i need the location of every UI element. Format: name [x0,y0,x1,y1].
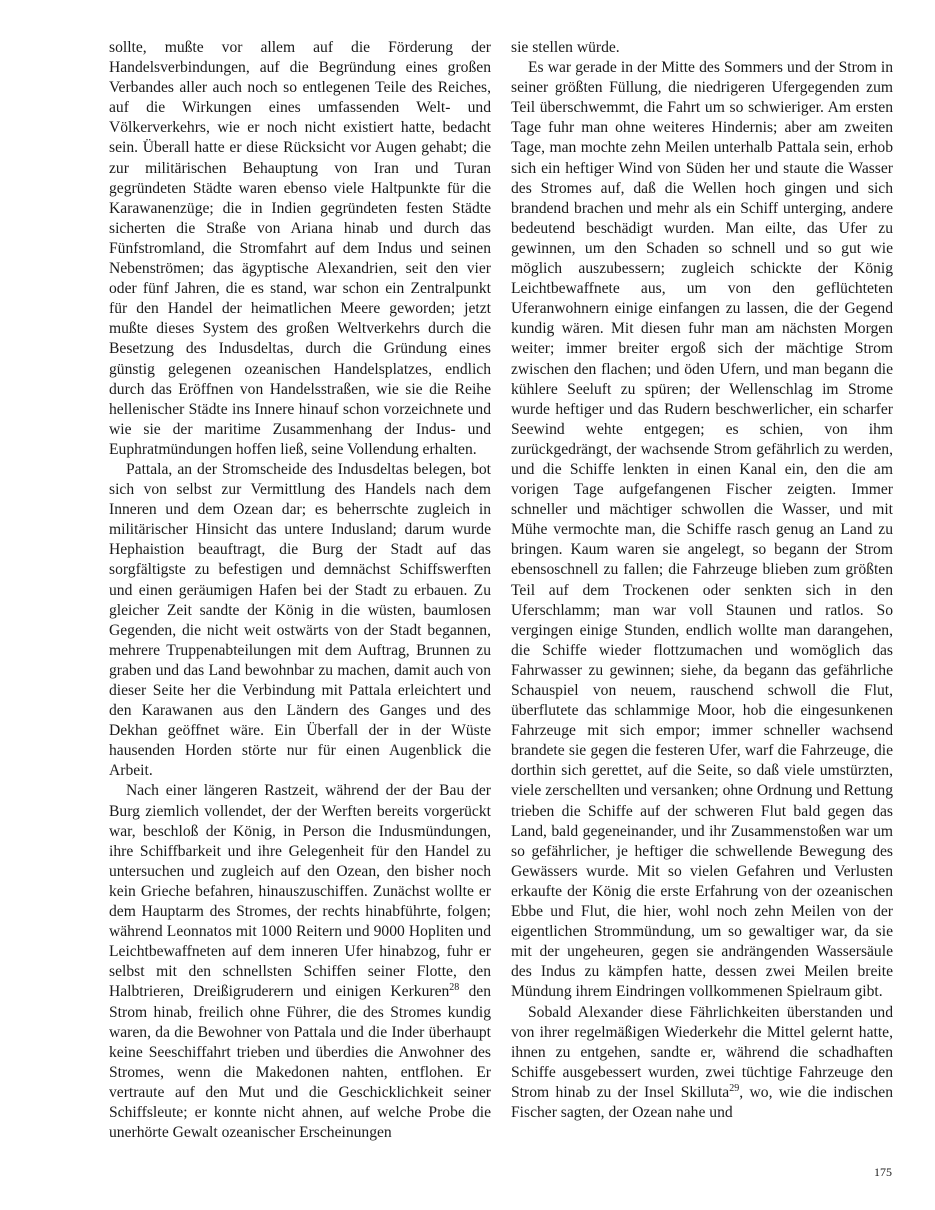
paragraph-text: , wo, wie die indischen Fischer sagten, der Ozean nahe und [511,1083,893,1121]
left-column [109,38,491,1148]
paragraph-text: Nach einer längeren Rastzeit, während der der Bau der Burg ziemlich vollendet, der der Werften bereits vorgerückt war, beschloß der König, in Person die Indusmündungen, ihre Schiffbarkeit und ihre Gelegenheit für den Handel zu untersuchen und zugleich auf den Ozean, den bisher noch kein Grieche befahren, hinauszuschiffen. Zunächst wollte er dem Hauptarm des Stromes, der rechts hinabführte, folgen; während Leonnatos mit 1000 Reitern und 9000 Hopliten und Leichtbewaffneten auf dem inneren Ufer hinabzog, fuhr er selbst mit den schnellsten Schiffen seiner Flotte, den Halbtrieren, Dreißigruderern und einigen Kerkuren [109,782,491,1001]
footnote-ref-28[interactable]: 28 [449,982,460,994]
paragraph [511,1003,893,1124]
paragraph: Pattala, an der Stromscheide des Indusdeltas belegen, bot sich von selbst zur Vermittlung des Handels nach dem Inneren und dem Ozean dar; es beherrschte zugleich in militärischer Hinsicht das untere Indusland; darum wurde Hephaistion beauftragt, die Burg der Stadt auf das sorgfältigste zu befestigen und demnächst Schiffswerften und einen geräumigen Hafen bei der Stadt zu erbauen. Zu gleicher Zeit sandte der König in die wüsten, baumlosen Gegenden, die nicht weit ostwärts von der Stadt begannen, mehrere Truppenabteilungen mit dem Auftrag, Brunnen zu graben und das Land bewohnbar zu machen, damit auch von dieser Seite her die Verbindung mit Pattala erleichtert und den Karawanen aus den Ländern des Ganges und des Dekhan geöffnet wäre. Ein Überfall der in der Wüste hausenden Horden störte nur für einen Augenblick die Arbeit. [109,460,491,780]
paragraph-text: den Strom hinab, freilich ohne Führer, die des Stromes kundig waren, da die Bewohner von Pattala und die Inder überhaupt keine Seeschiffahrt trieben und überdies die Anwohner des Stromes, wenn die Makedonen nahten, entflohen. Er vertraute auf den Mut und die Geschicklichkeit seiner Schiffsleute; er konnte nicht ahnen, auf welche Probe die unerhörte Gewalt ozeanischer Erscheinungen [109,983,492,1142]
book-page [109,38,893,1148]
paragraph: Es war gerade in der Mitte des Sommers und der Strom in seiner größten Füllung, die niedrigeren Ufergegenden zum Teil überschwemmt, die Fahrt um so schwieriger. Am ersten Tage fuhr man ohne weiteres Hindernis; aber am zweiten Tage, man mochte zehn Meilen unterhalb Pattala sein, erhob sich ein heftiger Wind von Süden her und staute die Wasser des Stromes auf, daß die Wellen hoch gingen und sich brandend brachen und mehr als ein Schiff unterging, andere bedeutend beschädigt wurden. Man eilte, das Ufer zu gewinnen, um den Schaden so schnell und so gut wie möglich auszubessern; zugleich schickte der König Leichtbewaffnete aus, um von den geflüchteten Uferanwohnern einige einfangen zu lassen, die der Gegend kundig wären. Mit diesen fuhr man am nächsten Morgen weiter; immer breiter ergoß sich der mächtige Strom zwischen den flachen; und öden Ufern, und man begann die kühlere Seeluft zu spüren; der Wellenschlag im Strome wurde heftiger und das Rudern beschwerlicher, ein scharfer Seewind wehte entgegen; es schien, von ihm zurückgedrängt, der wachsende Strom gefährlich zu werden, und die Schiffe lenkten in einen Kanal ein, den die am vorigen Tage aufgefangenen Fischer zeigten. Immer schneller und mächtiger schwollen die Wasser, und mit Mühe vermochte man, die Schiffe rasch genug an Land zu bringen. Kaum waren sie angelegt, so begann der Strom ebensoschnell zu fallen; die Fahrzeuge blieben zum größten Teil auf dem Trockenen oder senkten sich in den Uferschlamm; man war voll Staunen und ratlos. So vergingen einige Stunden, endlich wollte man darangehen, die Schiffe wieder flottzumachen und womöglich das Fahrwasser zu gewinnen; siehe, da begann das gefährliche Schauspiel von neuem, rauschend schwoll die Flut, überflutete das schlammige Moor, hob die eingesunkenen Fahrzeuge mit sich empor; immer schneller wachsend brandete sie gegen die festeren Ufer, warf die Fahrzeuge, die dorthin sich gerettet, auf die Seite, so daß viele umstürzten, viele zerschellten und versanken; ohne Ordnung und Rettung trieben die Schiffe auf der schweren Flut bald gegen das Land, bald gegeneinander, und ihr Zusammenstoßen war um so gefährlicher, je heftiger die schwellende Bewegung des Gewässers wurde. Mit so vielen Gefahren und Verlusten erkaufte der König die erste Erfahrung von der ozeanischen Ebbe und Flut, die hier, wohl noch zehn Meilen von der eigentlichen Strommündung, um so gewaltiger war, da sie mit der ungeheuren, gegen sie andrängenden Wassersäule des Indus zu kämpfen hatte, dessen zwei Meilen breite Mündung ihrem Eindringen vollkommenen Spielraum gibt. [511,59,893,1001]
right-column [511,38,893,1148]
paragraph: sie stellen würde. [511,39,620,56]
footnote-ref-29[interactable]: 29 [729,1082,740,1094]
paragraph [109,781,491,1143]
page-number: 175 [874,1165,892,1179]
paragraph: sollte, mußte vor allem auf die Förderung der Handelsverbindungen, auf die Begründung eines großen Verbandes aller auch noch so entlegenen Teile des Reiches, auf die Wirkungen eines umfassenden Welt- und Völkerverkehrs, wie er noch nicht existiert hatte, bedacht sein. Überall hatte er diese Rücksicht vor Augen gehabt; die zur militärischen Behauptung von Iran und Turan gegründeten Städte waren ebenso viele Haltpunkte für die Karawanenzüge; die in Indien gegründeten festen Städte sicherten die Straße von Ariana hinab und durch das Fünfstromland, die Stromfahrt auf dem Indus und seinen Nebenströmen; das ägyptische Alexandrien, seit den vier oder fünf Jahren, die es stand, war schon ein Zentralpunkt für den Handel der heimatlichen Meere geworden; jetzt mußte dieses System des großen Weltverkehrs durch die Besetzung des Indusdeltas, durch die Gründung eines günstig gelegenen ozeanischen Handelsplatzes, endlich durch das Eröffnen von Handelsstraßen, wie sie die Reihe hellenischer Städte ins Innere hinauf schon vorzeichnete und wie sie der maritime Zusammenhang der Indus- und Euphratmündungen hoffen ließ, seine Vollendung erhalten. [109,39,491,458]
paragraph-text: Sobald Alexander diese Fährlichkeiten überstanden und von ihrer regelmäßigen Wiederkehr die Mittel gelernt hatte, ihnen zu entgehen, sandte er, während die schadhaften Schiffe ausgebessert wurden, zwei tüchtige Fahrzeuge den Strom hinab zu der Insel Skilluta [511,1003,893,1101]
